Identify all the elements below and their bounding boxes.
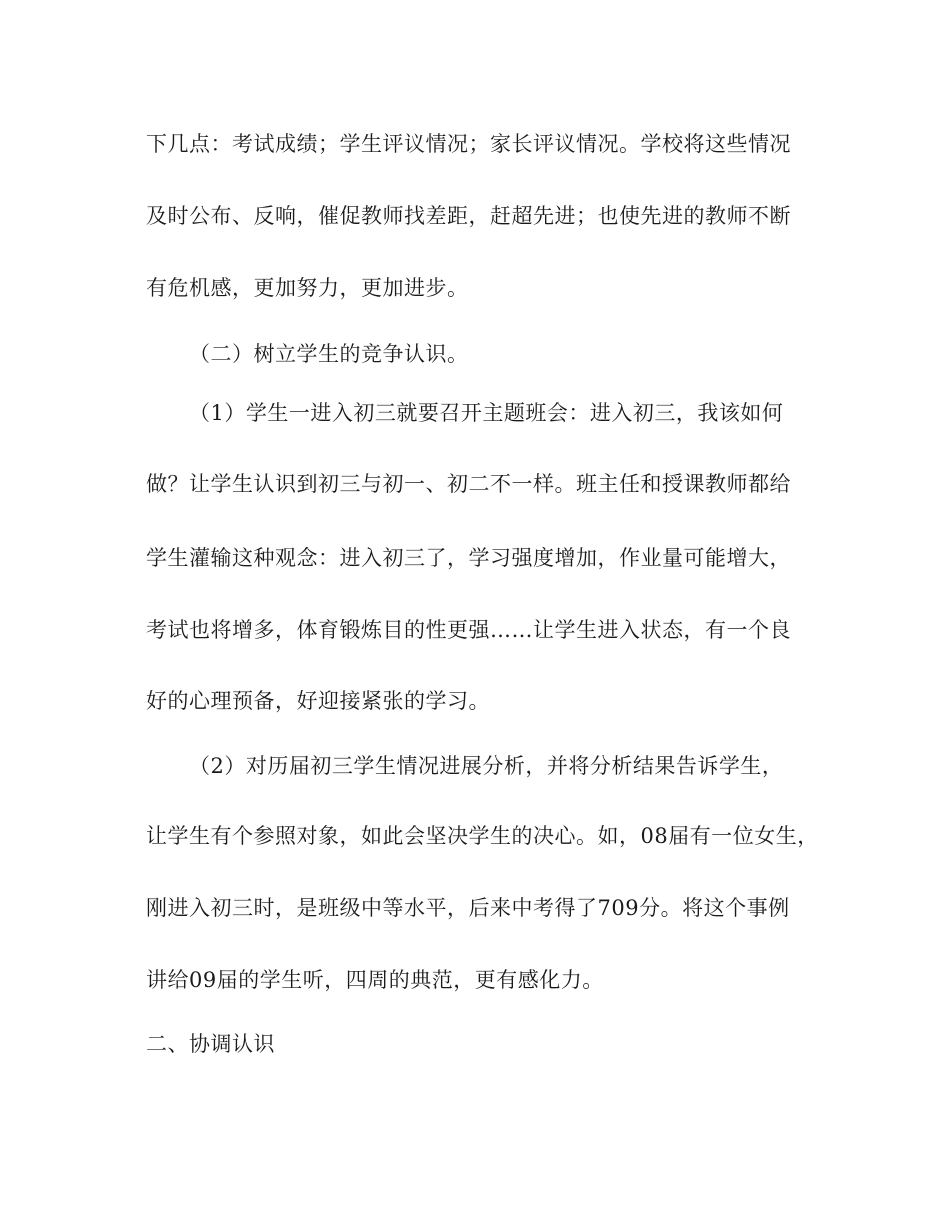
paragraph-line-6: 做？让学生认识到初三与初一、初二不一样。班主任和授课教师都给 [146,472,791,496]
paragraph-line-12: 刚进入初三时，是班级中等水平，后来中考得了709分。将这个事例 [146,896,790,920]
paragraph-line-5: （1）学生一进入初三就要召开主题班会：进入初三，我该如何 [189,401,784,425]
paragraph-line-13: 讲给09届的学生听，四周的典范，更有感化力。 [146,968,604,992]
paragraph-line-9: 好的心理预备，好迎接紧张的学习。 [146,689,490,713]
paragraph-line-10: （2）对历届初三学生情况进展分析，并将分析结果告诉学生， [189,754,784,778]
section-heading-2: （二）树立学生的竞争认识。 [189,342,469,366]
paragraph-line-2: 及时公布、反响，催促教师找差距，赶超先进；也使先进的教师不断 [146,204,791,228]
paragraph-line-3: 有危机感，更加努力，更加进步。 [146,276,469,300]
section-heading-main: 二、协调认识 [146,1032,275,1056]
paragraph-line-1: 下几点：考试成绩；学生评议情况；家长评议情况。学校将这些情况 [146,132,791,156]
paragraph-line-11: 让学生有个参照对象，如此会坚决学生的决心。如，08届有一位女生， [146,824,819,848]
paragraph-line-7: 学生灌输这种观念：进入初三了，学习强度增加，作业量可能增大， [146,546,791,570]
paragraph-line-8: 考试也将增多，体育锻炼目的性更强……让学生进入状态，有一个良 [146,618,791,642]
